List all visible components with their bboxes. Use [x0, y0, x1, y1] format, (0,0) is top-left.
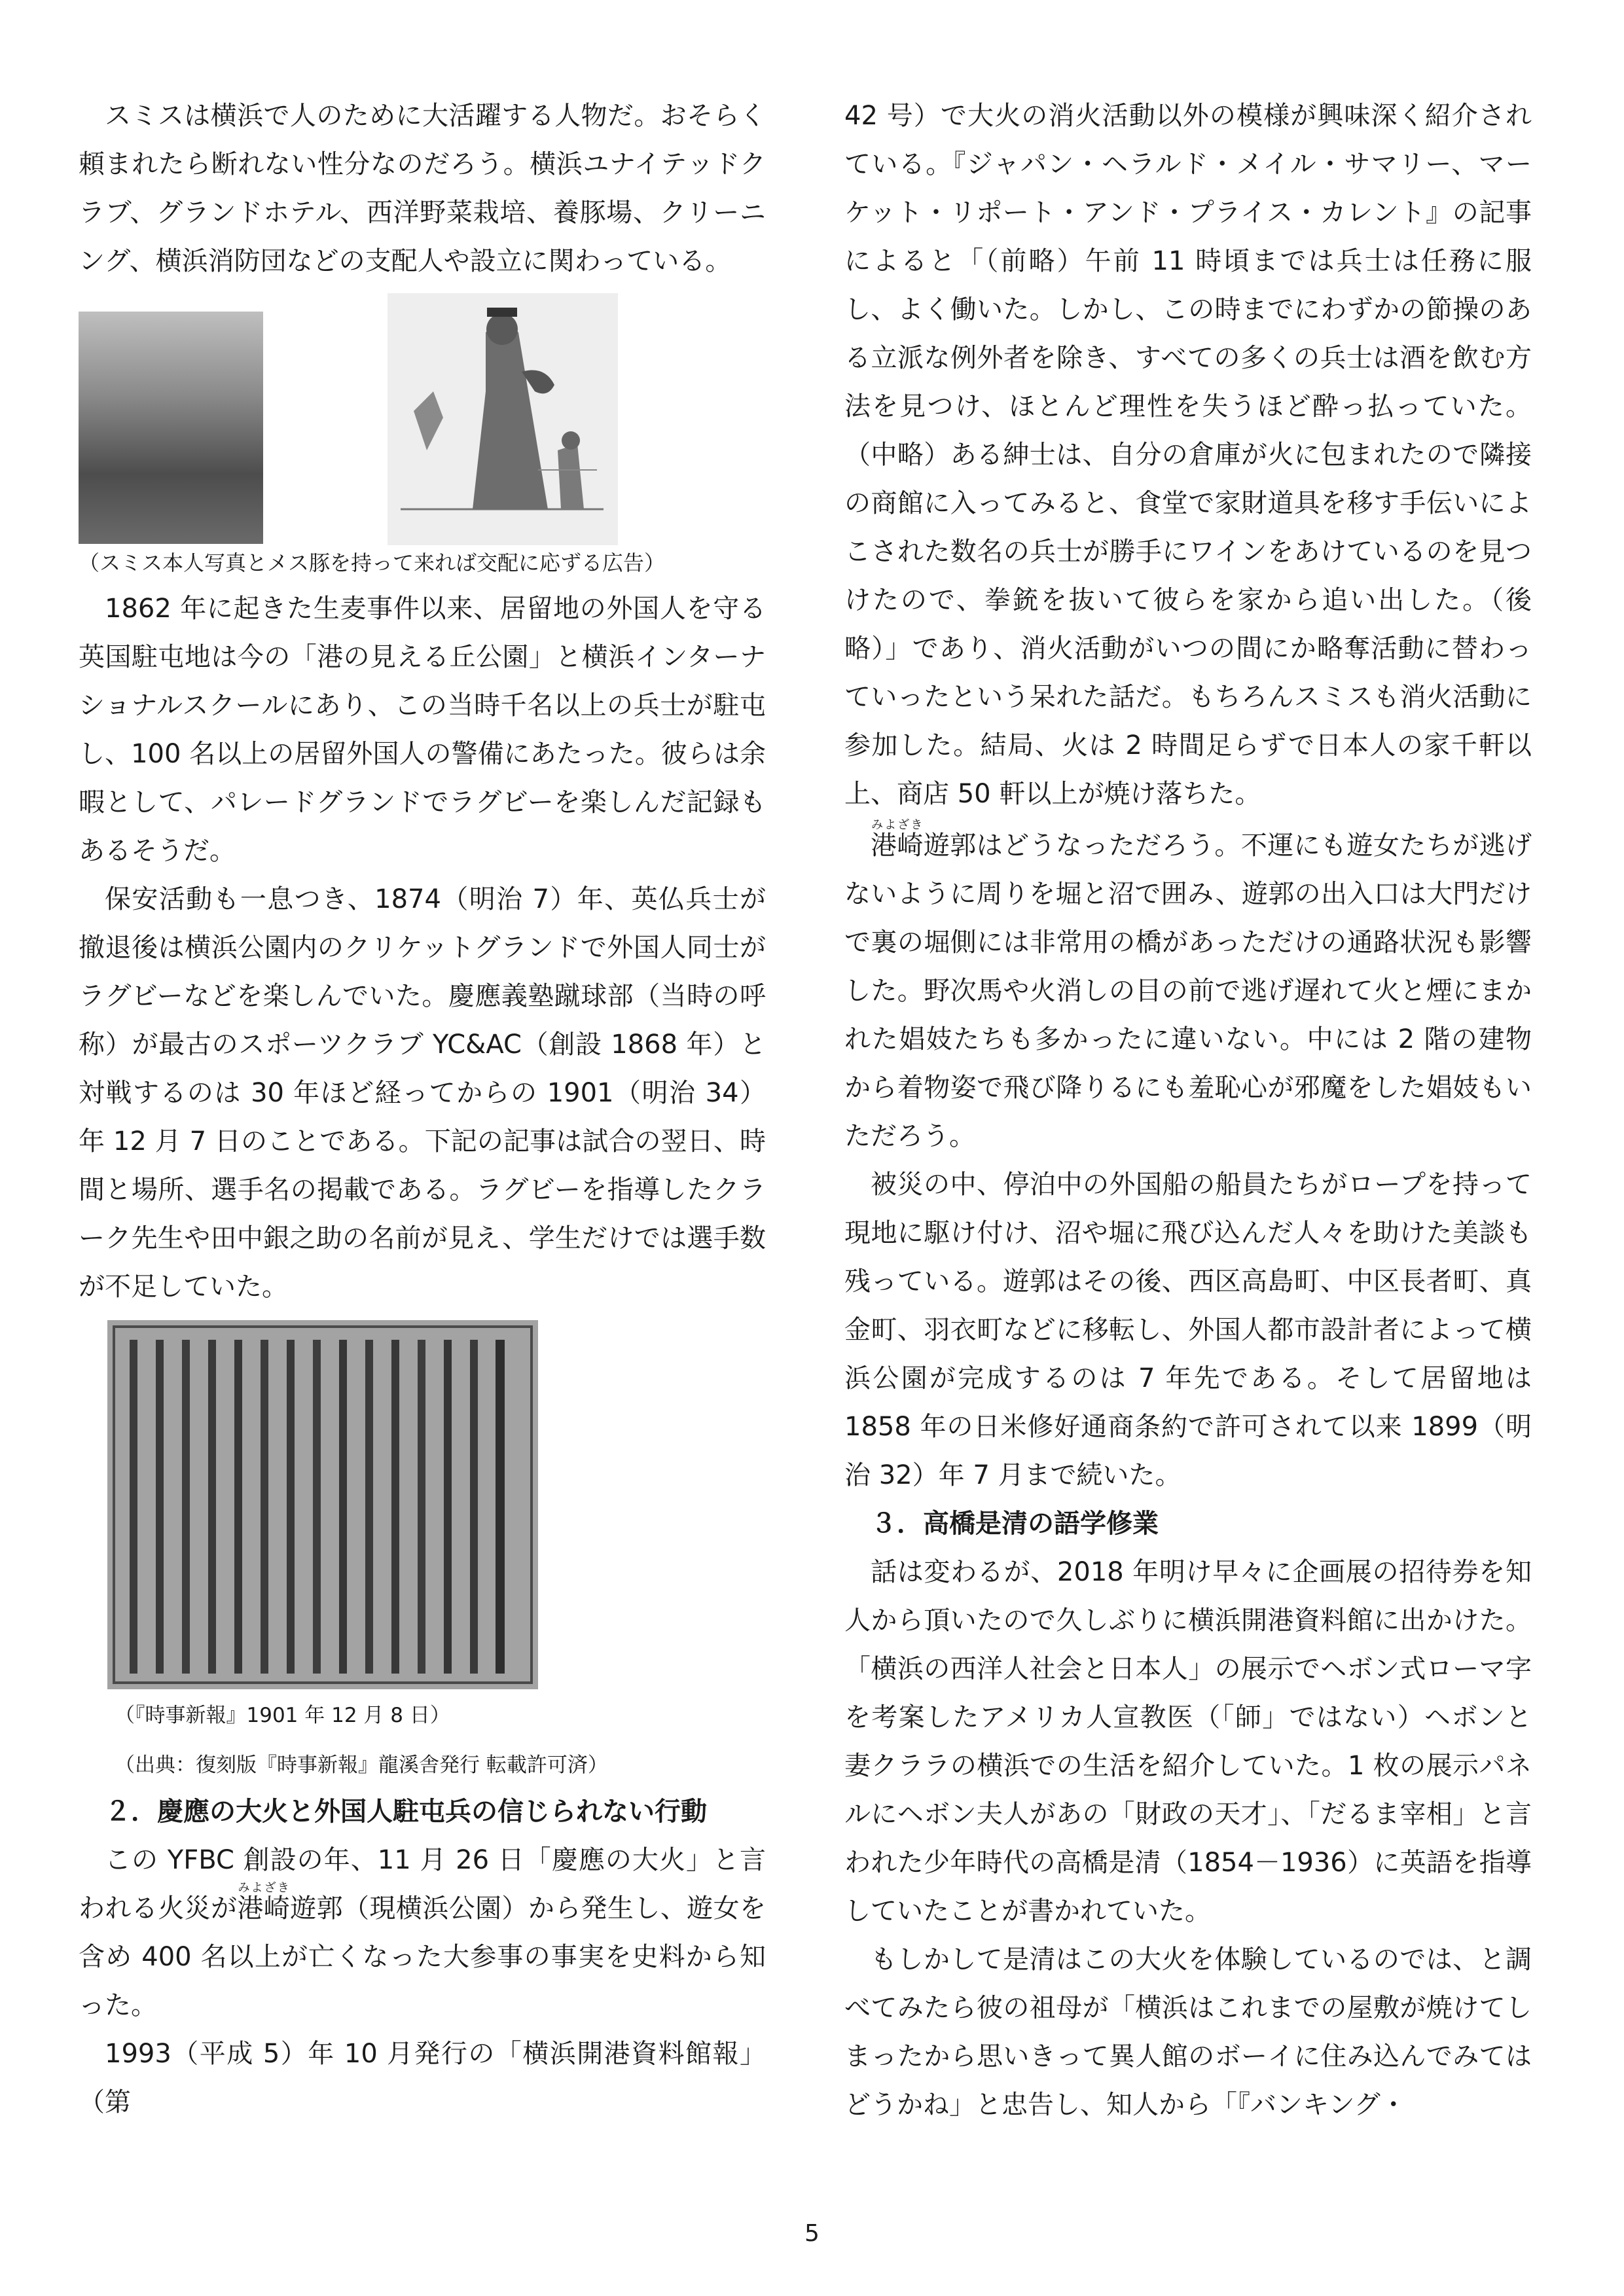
page-number: 5	[804, 2220, 820, 2247]
ruby-base: 港崎	[237, 1893, 291, 1924]
paragraph	[79, 1836, 766, 2030]
text-run: この YFBC 創設の年、11 月 26 日「慶應の大火」と言われる火災が	[79, 1845, 766, 1924]
left-column	[79, 92, 766, 2126]
pig-advertisement-cartoon	[388, 293, 618, 545]
paragraph: 1993（平成 5）年 10 月発行の「横浜開港資料館報」（第	[79, 2039, 766, 2117]
ruby-place-name	[237, 1881, 291, 1924]
clipping-caption: （『時事新報』1901 年 12 月 8 日）	[115, 1704, 450, 1727]
newspaper-clipping-image	[107, 1320, 538, 1689]
paragraph	[844, 818, 1532, 1160]
paragraph: 1862 年に起きた生麦事件以来、居留地の外国人を守る英国駐屯地は今の「港の見える丘公園」と横浜インターナショナルスクールにあり、この当時千名以上の兵士が駐屯し、100 名以上の居留外国人の警備にあたった。彼らは余暇として、パレードグランドでラグビーを楽しんだ記録もあるそうだ。	[79, 594, 766, 866]
ruby-base: 港崎	[871, 831, 924, 861]
paragraph: もしかして是清はこの大火を体験しているのでは、と調べてみたら彼の祖母が「横浜はこれまでの屋敷が焼けてしまったから思いきって異人館のボーイに住み込んでみてはどうかね」と忠告し、知人から「『バンキング・	[844, 1945, 1532, 2120]
section-heading: ３．高橋是清の語学修業	[871, 1509, 1159, 1539]
paragraph: 被災の中、停泊中の外国船の船員たちがロープを持って現地に駆け付け、沼や堀に飛び込んだ人々を助けた美談も残っている。遊郭はその後、西区高島町、中区長者町、真金町、羽衣町などに移転し、外国人都市設計者によって横浜公園が完成するのは 7 年先である。そして居留地は 1858 年の日米修好通商条約で許可されて以来 1899（明治 32）年 7 月まで続いた。	[844, 1170, 1532, 1490]
section-heading: ２．慶應の大火と外国人駐屯兵の信じられない行動	[105, 1797, 707, 1827]
paragraph: 保安活動も一息つき、1874（明治 7）年、英仏兵士が撤退後は横浜公園内のクリケットグランドで外国人同士がラグビーなどを楽しんでいた。慶應義塾蹴球部（当時の呼称）が最古のスポーツクラブ YC&AC（創設 1868 年）と対戦するのは 30 年ほど経ってからの 1901（明治 34）年 12 月 7 日のことである。下記の記事は試合の翌日、時間と場所、選手名の掲載である。ラグビーを指導したクラーク先生や田中銀之助の名前が見え、学生だけでは選手数が不足していた。	[79, 884, 766, 1302]
figure-row	[79, 293, 766, 584]
paragraph: 話は変わるが、2018 年明け早々に企画展の招待券を知人から頂いたので久しぶりに横浜開港資料館に出かけた。「横浜の西洋人社会と日本人」の展示でヘボン式ローマ字を考案したアメリカ人宣教医（「師」ではない）ヘボンと妻クララの横浜での生活を紹介していた。1 枚の展示パネルにヘボン夫人があの「財政の天才」、「だるま宰相」と言われた少年時代の高橋是清（1854－1936）に英語を指導していたことが書かれていた。	[844, 1557, 1532, 1926]
ruby-reading: みよざき	[871, 818, 924, 832]
smith-portrait-photo	[79, 312, 263, 544]
text-run: 遊郭はどうなっただろう。不運にも遊女たちが逃げないように周りを堀と沼で囲み、遊郭の出入口は大門だけで裏の堀側には非常用の橋があっただけの通路状況も影響した。野次馬や火消しの目の前で逃げ遅れて火と煙にまかれた娼妓たちも多かったに違いない。中には 2 階の建物から着物姿で飛び降りるにも羞恥心が邪魔をした娼妓もいただろう。	[844, 831, 1532, 1151]
source-credit: （出典：復刻版『時事新報』龍溪舎発行 転載許可済）	[115, 1753, 608, 1777]
ruby-reading: みよざき	[237, 1881, 290, 1895]
paragraph: 42 号）で大火の消火活動以外の模様が興味深く紹介されている。『ジャパン・ヘラルド・メイル・サマリー、マーケット・リポート・アンド・プライス・カレント』の記事によると「（前略）午前 11 時頃までは兵士は任務に服し、よく働いた。しかし、この時までにわずかの節操のある立派な例外者を除き、すべての多くの兵士は酒を飲む方法を見つけ、ほとんど理性を失うほど酔っ払っていた。（中略）ある紳士は、自分の倉庫が火に包まれたので隣接の商館に入ってみると、食堂で家財道具を移す手伝いによこされた数名の兵士が勝手にワインをあけているのを見つけたので、拳銃を抜いて彼らを家から追い出した。（後略）」であり、消火活動がいつの間にか略奪活動に替わっていったという呆れた話だ。もちろんスミスも消火活動に参加した。結局、火は 2 時間足らずで日本人の家千軒以上、商店 50 軒以上が焼け落ちた。	[844, 101, 1532, 809]
figure-caption: （スミス本人写真とメス豚を持って来れば交配に応ずる広告）	[79, 550, 666, 575]
ruby-place-name	[871, 818, 924, 861]
text-run: 遊郭（現横浜公園）から発生し、遊女を含め 400 名以上が亡くなった大参事の事実を史料から知った。	[79, 1893, 767, 2020]
cartoon-illustration	[388, 293, 618, 545]
right-column	[844, 92, 1532, 2129]
paragraph: スミスは横浜で人のために大活躍する人物だ。おそらく頼まれたら断れない性分なのだろう。横浜ユナイテッドクラブ、グランドホテル、西洋野菜栽培、養豚場、クリーニング、横浜消防団などの支配人や設立に関わっている。	[79, 101, 766, 276]
newspaper-figure	[79, 1320, 766, 1752]
newspaper-clipping-texture	[107, 1320, 538, 1689]
